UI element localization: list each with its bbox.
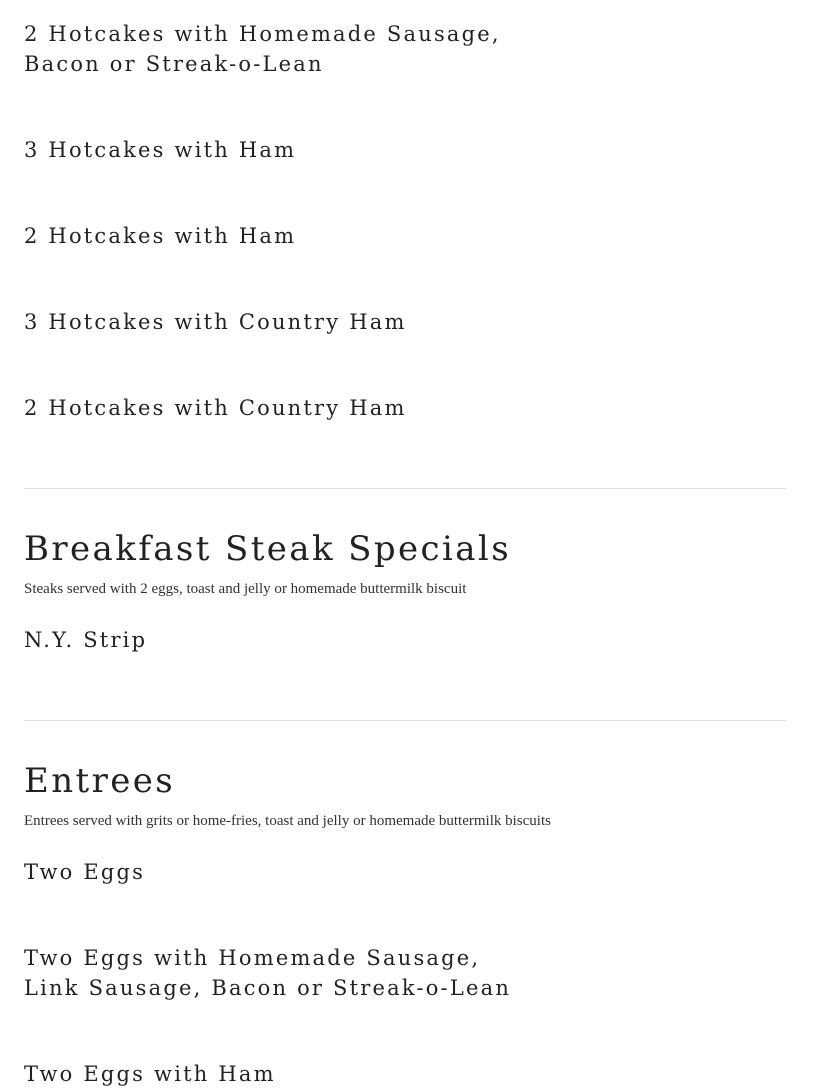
- menu-item-name-line1: Two Eggs with Homemade Sausage,: [24, 946, 481, 970]
- section-title-steak-specials: Breakfast Steak Specials: [24, 529, 512, 569]
- menu-item-name-line1: Two Eggs: [24, 860, 146, 884]
- menu-item: [24, 221, 296, 251]
- section-description-entrees: Entrees served with grits or home-fries, toast and jelly or homemade buttermilk biscuits: [24, 813, 551, 829]
- menu-item-name-line1: Two Eggs with Ham: [24, 1062, 276, 1086]
- section-title-entrees: Entrees: [24, 761, 176, 801]
- section-description-steak-specials: Steaks served with 2 eggs, toast and jelly or homemade buttermilk biscuit: [24, 581, 467, 597]
- menu-item: [24, 857, 145, 887]
- menu-item-name-line1: 2 Hotcakes with Country Ham: [24, 396, 407, 420]
- menu-item-name-line2: Bacon or Streak-o-Lean: [24, 52, 324, 76]
- menu-item-name-line2: Link Sausage, Bacon or Streak-o-Lean: [24, 976, 512, 1000]
- section-divider: [24, 488, 786, 489]
- menu-item: [24, 135, 296, 165]
- menu-item-name-line1: 3 Hotcakes with Country Ham: [24, 310, 407, 334]
- section-divider: [24, 720, 786, 721]
- menu-item: [24, 307, 407, 337]
- menu-item-name-line1: N.Y. Strip: [24, 628, 148, 652]
- menu-item: [24, 393, 407, 423]
- menu-item-name-line1: 3 Hotcakes with Ham: [24, 138, 297, 162]
- menu-item-name-line1: 2 Hotcakes with Homemade Sausage,: [24, 22, 501, 46]
- menu-item: [24, 1059, 276, 1089]
- menu-item-name-line1: 2 Hotcakes with Ham: [24, 224, 297, 248]
- menu-item: [24, 19, 501, 79]
- menu-item: [24, 625, 147, 655]
- menu-item: [24, 943, 511, 1003]
